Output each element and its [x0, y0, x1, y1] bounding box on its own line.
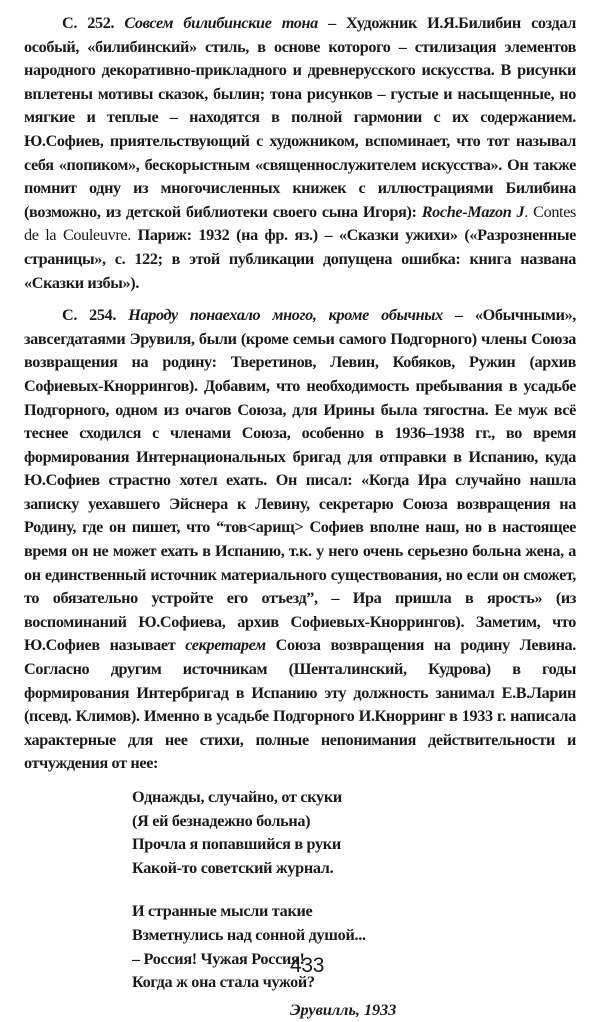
page-reference: С. 254. [62, 306, 117, 325]
commentary-note-p254 [24, 304, 576, 776]
poem-signature: Эрувилль, 1933 [290, 1000, 397, 1019]
note-text: – Художник И.Я.Билибин создал особый, «билибинский» стиль, в основе которого – стилизация элементов народного декоративно-прикладного и древнерусского искусства. В рисунки вплетены мотивы сказок, былин; тона рисунков – густые и насыщенные, но мягкие и теплые – находятся в полной гармонии с их содержанием. Ю.Софиев, приятельствующий с художником, вспоминает, что тот называл себя «попиком», бескорыстным «священнослужителем искусства». Он также помнит одну из многочисленных книжек с иллюстрациями Билибина (возможно, из детской библиотеки своего сына Игоря): [24, 14, 576, 221]
poem-line: Прочла я попавшийся в руки [132, 835, 341, 854]
poem-line: – Россия! Чужая Россия! [132, 949, 305, 968]
commentary-note-p252 [24, 12, 576, 295]
page-number: 433 [290, 954, 325, 977]
poem-line: И странные мысли такие [132, 902, 313, 921]
italic-emphasis: секретарем [185, 636, 266, 655]
poem-stanza-2 [132, 900, 576, 994]
note-text-continued: Париж: 1932 (на фр. яз.) – «Сказки ужихи» («Разрозненные страницы», с. 122; в этой публикации допущена ошибка: книга названа «Сказки избы»). [24, 226, 576, 292]
lemma-quote: Совсем билибинские тона [124, 14, 318, 32]
poem-stanza-1 [132, 786, 576, 880]
page-reference: С. 252. [62, 14, 115, 32]
poem-line: Какой-то советский журнал. [132, 858, 334, 877]
poem [132, 786, 576, 995]
poem-line: Взметнулись над сонной душой... [132, 925, 366, 944]
author-italic: Roche-Mazon J [421, 202, 525, 221]
book-page [24, 12, 576, 1022]
note-text: – «Обычными», завсегдатаями Эрувиля, были (кроме семьи самого Подгорного) члены Союза возвращения на родину: Тверетинов, Левин, Кобяков, Ружин (архив Софиевых-Кноррингов). Добавим, что необходимость пребывания в усадьбе Подгорного, одном из очагов Союза, для Ирины была тягостна. Ее муж всё теснее сходился с членами Союза, особенно в 1936–1938 гг., во время формирования Интернациональных бригад для отправки в Испанию, куда Ю.Софиев страстно хотел ехать. Он писал: «Когда Ира случайно нашла записку уехавшего Эйснера к Левину, секретарю Союза возвращения на Родину, где он пишет, что “тов<арищ> Софиев вполне наш, но в настоящее время он не может ехать в Испанию, т.к. у него очень серьезно больна жена, а он единственный источник материального существования, но если он сможет, то обязательно устройте его отъезд”, – Ира пришла в ярость» (из воспоминаний Ю.Софиева, архив Софиевых-Кноррингов). Заметим, что Ю.Софиев называет [24, 306, 577, 655]
note-text-continued: Союза возвращения на родину Левина. Согласно другим источникам (Шенталинский, Кудрова) в годы формирования Интербригад в Испанию эту должность занимал Е.В.Ларин (псевд. Климов). Именно в усадьбе Подгорного И.Кнорринг в 1933 г. написала характерные для нее стихи, полные непонимания действительности и отчуждения от нее: [24, 636, 576, 773]
lemma-quote: Народу понаехало много, кроме обычных [128, 306, 443, 325]
poem-line: Когда ж она стала чужой? [132, 973, 315, 992]
latin-title: . Contes de la Couleuvre. [24, 202, 576, 245]
poem-line: Однажды, случайно, от скуки [132, 788, 342, 806]
poem-line: (Я ей безнадежно больна) [132, 811, 311, 830]
